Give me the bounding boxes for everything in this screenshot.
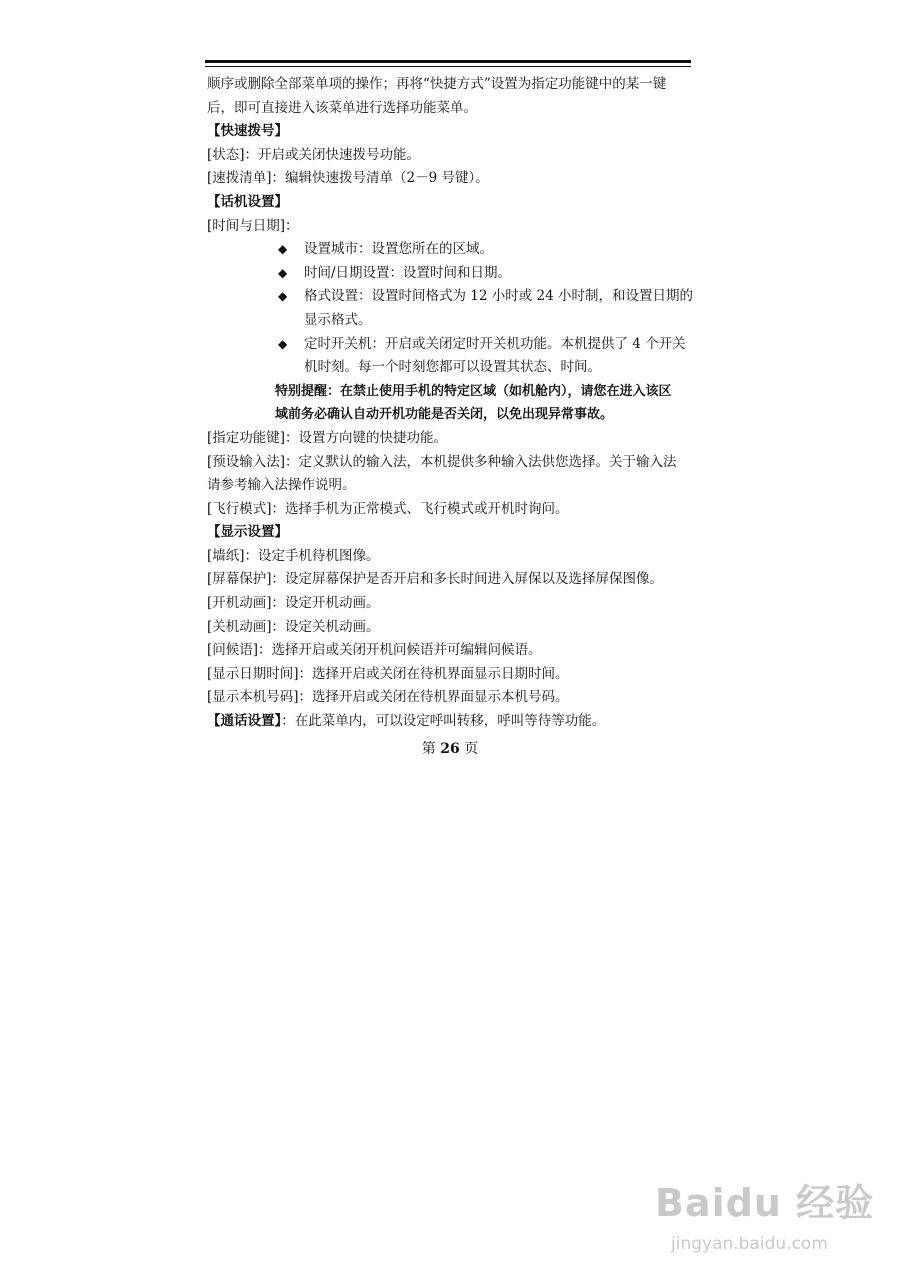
menu-item-wallpaper: [墙纸]：设定手机待机图像。 — [207, 547, 380, 564]
menu-item-flight-mode: [飞行模式]：选择手机为正常模式、飞行模式或开机时询问。 — [207, 500, 569, 517]
menu-item-power-off-animation: [关机动画]：设定关机动画。 — [207, 618, 380, 635]
bullet-item: ◆ 设置城市：设置您所在的区域。 — [207, 238, 693, 262]
diamond-bullet-icon: ◆ — [278, 242, 288, 257]
header-rule-thick — [205, 60, 691, 63]
menu-item-show-date-time: [显示日期时间]：选择开启或关闭在待机界面显示日期时间。 — [207, 665, 569, 682]
diamond-bullet-icon: ◆ — [278, 289, 288, 304]
menu-item-time-date: [时间与日期]： — [207, 217, 299, 234]
menu-item-input-method: [预设输入法]：定义默认的输入法，本机提供多种输入法供您选择。关于输入法 — [207, 453, 677, 470]
paragraph-line: 请参考输入法操作说明。 — [207, 477, 356, 494]
menu-item-call-settings: 【通话设置】：在此菜单内，可以设定呼叫转移，呼叫等待等功能。 — [207, 713, 606, 730]
header-rule-thin — [205, 66, 691, 67]
menu-item-screensaver: [屏幕保护]：设定屏幕保护是否开启和多长时间进入屏保以及选择屏保图像。 — [207, 571, 664, 588]
bullet-item: ◆ 时间/日期设置：设置时间和日期。 — [207, 262, 693, 286]
baidu-jingyan-watermark — [655, 1168, 875, 1268]
menu-item-power-on-animation: [开机动画]：设定开机动画。 — [207, 595, 380, 612]
special-warning: 特别提醒：在禁止使用手机的特定区域（如机舱内），请您在进入该区 — [275, 383, 672, 399]
section-heading-display-settings: 【显示设置】 — [207, 524, 288, 541]
section-heading-call-settings: 【通话设置】 — [207, 713, 282, 730]
bullet-item: ◆ 格式设置：设置时间格式为 12 小时或 24 小时制，和设置日期的 — [207, 285, 693, 309]
watermark-logo: Baidu 经验 — [655, 1181, 875, 1225]
page-number: 第 26 页 — [421, 741, 479, 757]
menu-item-function-key: [指定功能键]：设置方向键的快捷功能。 — [207, 429, 448, 446]
bullet-item: ◆ 定时开关机：开启或关闭定时开关机功能。本机提供了 4 个开关 — [207, 333, 693, 357]
menu-item-greeting: [问候语]：选择开启或关闭开机问候语并可编辑问候语。 — [207, 642, 542, 659]
bullet-continuation: 机时刻。每一个时刻您都可以设置其状态、时间。 — [304, 359, 601, 376]
bullet-continuation: 显示格式。 — [304, 311, 372, 328]
page-body — [207, 73, 693, 734]
paragraph-line: 顺序或删除全部菜单项的操作；再将“快捷方式”设置为指定功能键中的某一键 — [207, 76, 667, 92]
diamond-bullet-icon: ◆ — [278, 265, 288, 280]
section-heading-phone-settings: 【话机设置】 — [207, 193, 288, 210]
paragraph-line: 后，即可直接进入该菜单进行选择功能菜单。 — [207, 99, 477, 116]
menu-item-status: [状态]：开启或关闭快速拨号功能。 — [207, 146, 421, 163]
section-heading-speed-dial: 【快速拨号】 — [207, 123, 288, 140]
diamond-bullet-icon: ◆ — [278, 336, 288, 351]
special-warning: 域前务必确认自动开机功能是否关闭，以免出现异常事故。 — [275, 407, 614, 423]
watermark-url: jingyan.baidu.com — [671, 1234, 828, 1254]
menu-item-speed-dial-list: [速拨清单]：编辑快速拨号清单（2－9 号键）。 — [207, 170, 489, 187]
menu-item-show-own-number: [显示本机号码]：选择开启或关闭在待机界面显示本机号码。 — [207, 689, 569, 706]
